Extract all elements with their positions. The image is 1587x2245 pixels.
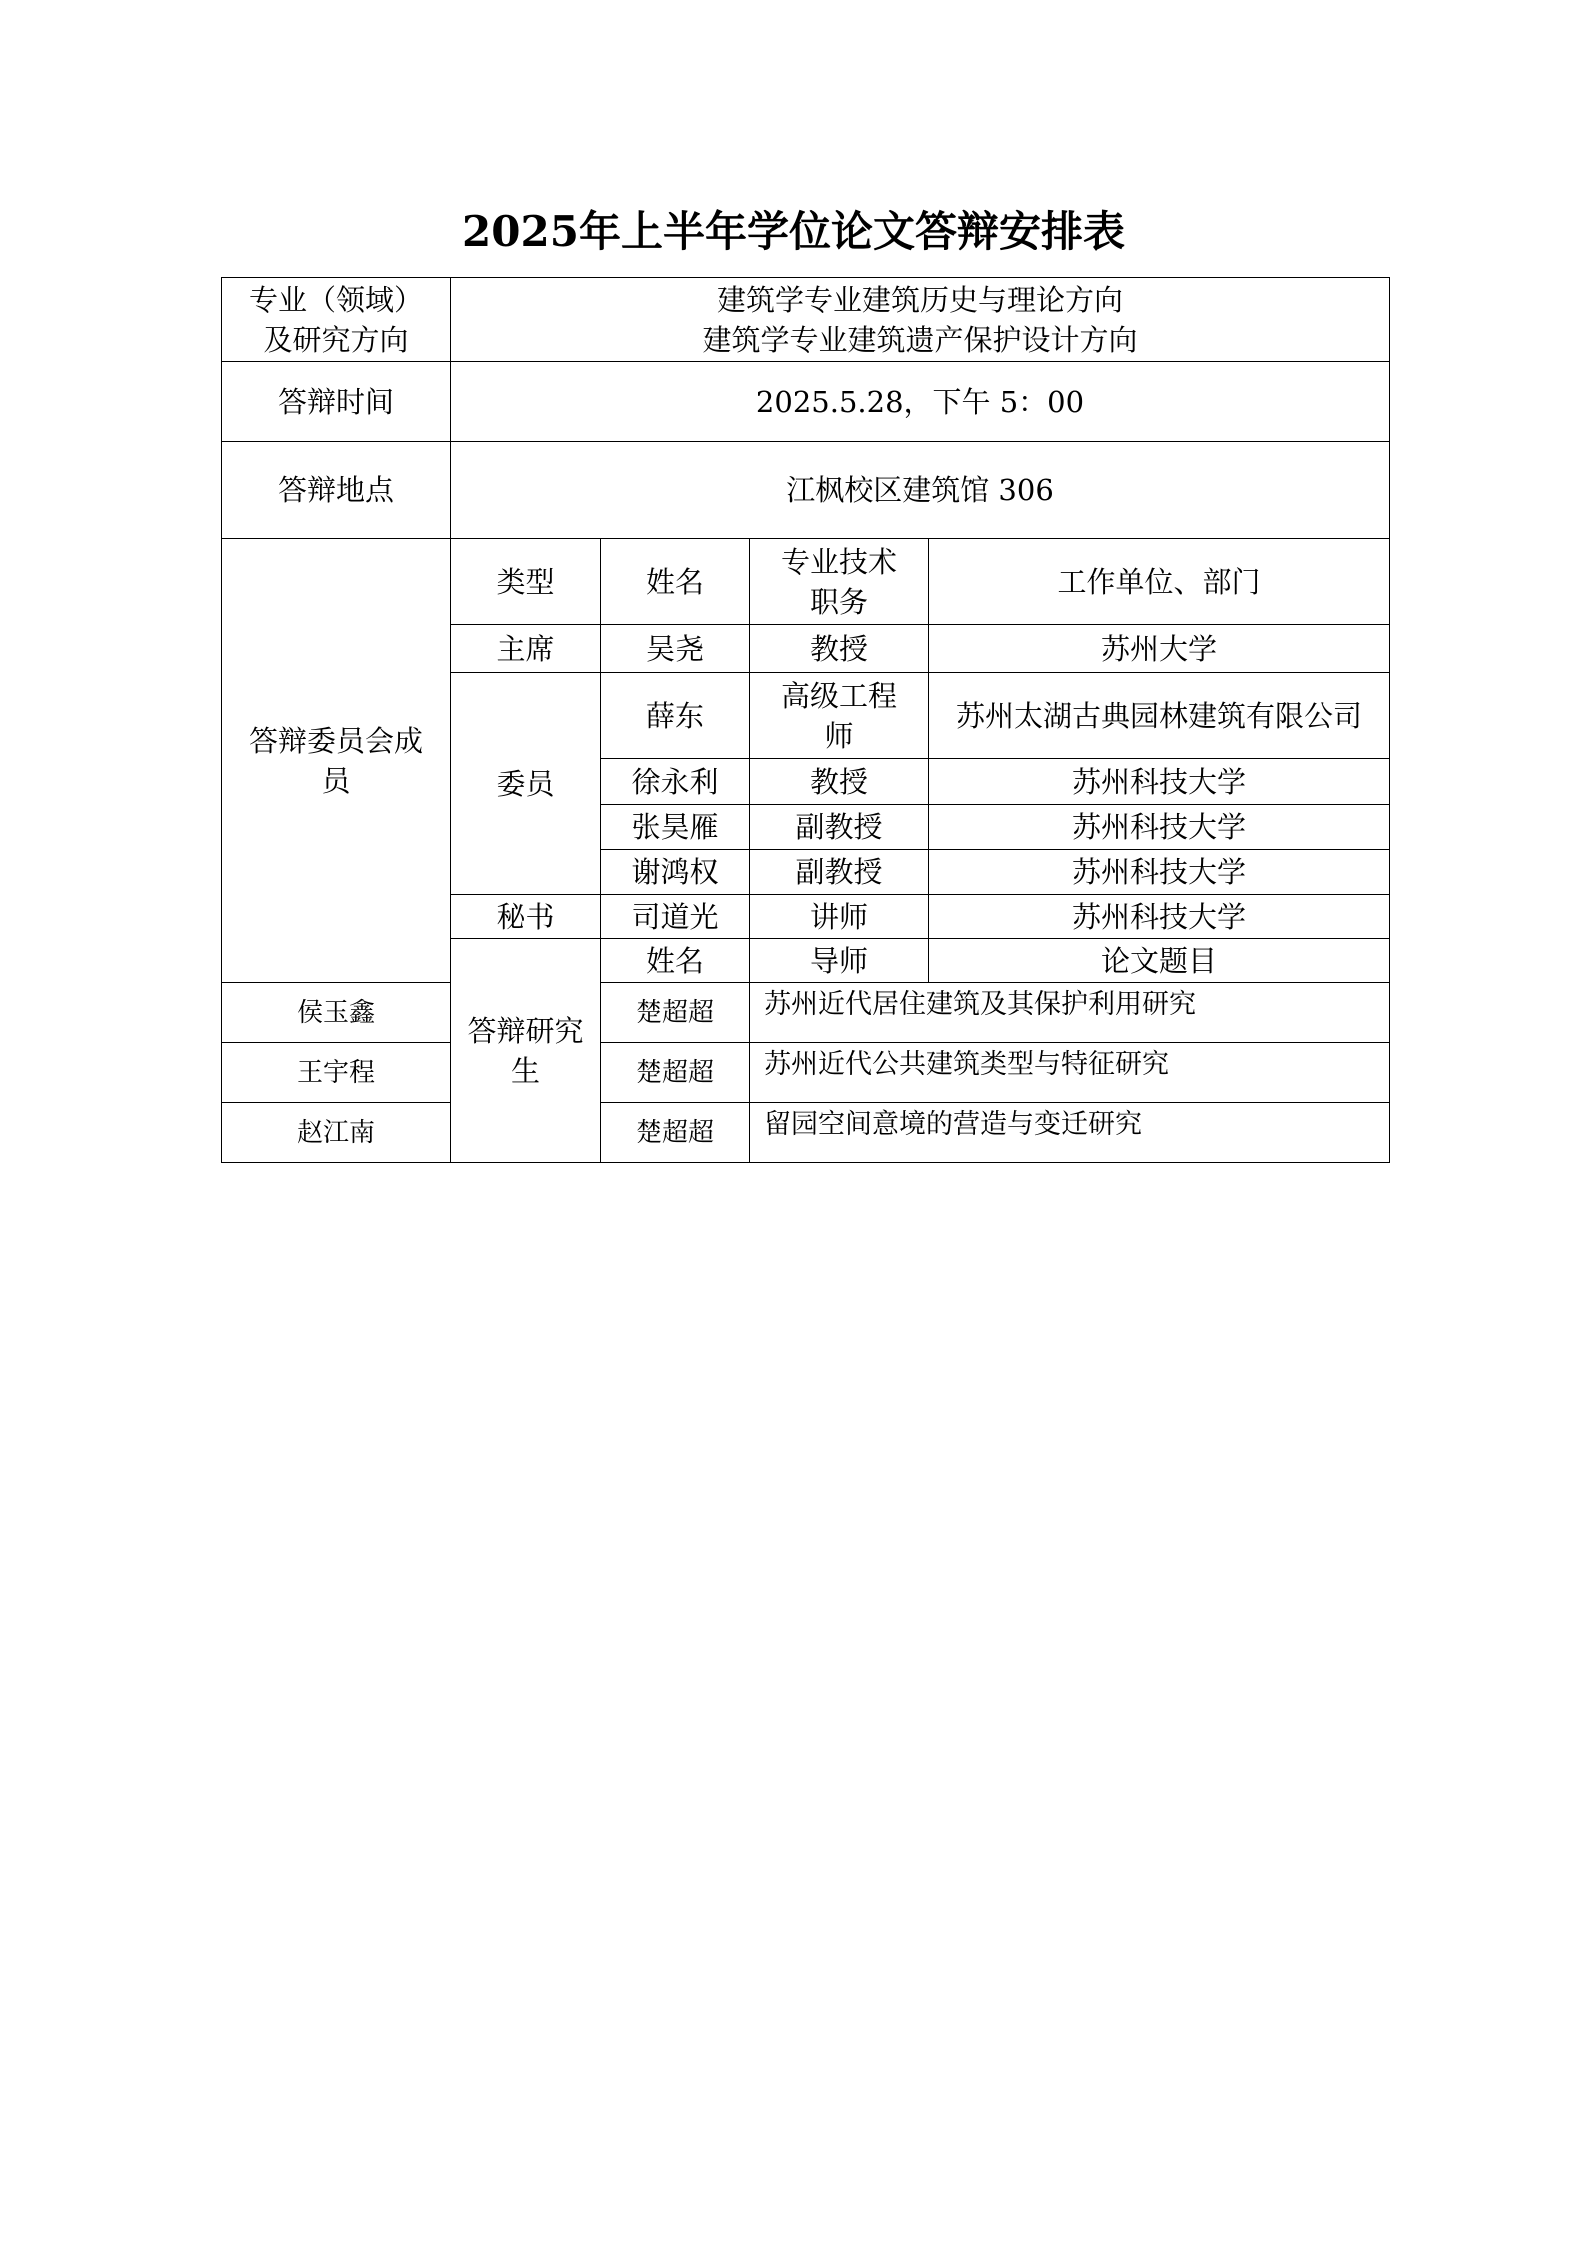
member-name: 吴尧 xyxy=(601,625,750,673)
major-row xyxy=(222,278,1390,362)
place-label: 答辩地点 xyxy=(222,442,451,539)
member-title: 教授 xyxy=(750,759,929,805)
member-name: 薛东 xyxy=(601,673,750,759)
student-row xyxy=(222,1043,1390,1103)
member-name: 徐永利 xyxy=(601,759,750,805)
page-title: 2025年上半年学位论文答辩安排表 xyxy=(462,207,1125,256)
major-label-cell xyxy=(222,278,451,362)
member-title: 副教授 xyxy=(750,850,929,895)
member-unit: 苏州科技大学 xyxy=(929,850,1390,895)
member-unit: 苏州科技大学 xyxy=(929,805,1390,850)
student-topic: 苏州近代居住建筑及其保护利用研究 xyxy=(750,983,1390,1043)
committee-section-label xyxy=(222,539,451,983)
member-title: 教授 xyxy=(750,625,929,673)
role-chair: 主席 xyxy=(451,625,601,673)
student-name: 王宇程 xyxy=(222,1043,451,1103)
student-row xyxy=(222,983,1390,1043)
students-header-name: 姓名 xyxy=(601,939,750,983)
role-member: 委员 xyxy=(451,673,601,895)
student-topic: 留园空间意境的营造与变迁研究 xyxy=(750,1103,1390,1163)
major-value-cell xyxy=(451,278,1390,362)
time-label: 答辩时间 xyxy=(222,362,451,442)
time-row xyxy=(222,362,1390,442)
time-value: 2025.5.28，下午 5：00 xyxy=(451,362,1390,442)
committee-label-text: 答辩委员会成员 xyxy=(248,723,423,798)
place-value: 江枫校区建筑馆 306 xyxy=(451,442,1390,539)
committee-header-unit: 工作单位、部门 xyxy=(929,539,1390,625)
member-title: 讲师 xyxy=(750,895,929,939)
students-header-topic: 论文题目 xyxy=(929,939,1390,983)
member-name: 司道光 xyxy=(601,895,750,939)
committee-header-row xyxy=(222,539,1390,625)
member-name: 张昊雁 xyxy=(601,805,750,850)
member-title: 高级工程师 xyxy=(750,673,929,759)
major-value-line2: 建筑学专业建筑遗产保护设计方向 xyxy=(702,322,1138,357)
member-title: 副教授 xyxy=(750,805,929,850)
students-section-label: 答辩研究生 xyxy=(451,939,601,1163)
major-label-line1: 专业（领域） xyxy=(248,282,423,317)
student-topic: 苏州近代公共建筑类型与特征研究 xyxy=(750,1043,1390,1103)
student-advisor: 楚超超 xyxy=(601,1103,750,1163)
student-advisor: 楚超超 xyxy=(601,983,750,1043)
student-row xyxy=(222,1103,1390,1163)
major-label-line2: 及研究方向 xyxy=(263,322,409,357)
student-advisor: 楚超超 xyxy=(601,1043,750,1103)
committee-header-name: 姓名 xyxy=(601,539,750,625)
students-header-advisor: 导师 xyxy=(750,939,929,983)
member-unit: 苏州太湖古典园林建筑有限公司 xyxy=(929,673,1390,759)
member-unit: 苏州大学 xyxy=(929,625,1390,673)
committee-header-type: 类型 xyxy=(451,539,601,625)
major-value-line1: 建筑学专业建筑历史与理论方向 xyxy=(717,282,1124,317)
member-unit: 苏州科技大学 xyxy=(929,759,1390,805)
student-name: 侯玉鑫 xyxy=(222,983,451,1043)
defense-schedule-table xyxy=(221,277,1390,1163)
place-row xyxy=(222,442,1390,539)
role-secretary: 秘书 xyxy=(451,895,601,939)
member-name: 谢鸿权 xyxy=(601,850,750,895)
member-unit: 苏州科技大学 xyxy=(929,895,1390,939)
committee-header-title: 专业技术职务 xyxy=(750,539,929,625)
student-name: 赵江南 xyxy=(222,1103,451,1163)
